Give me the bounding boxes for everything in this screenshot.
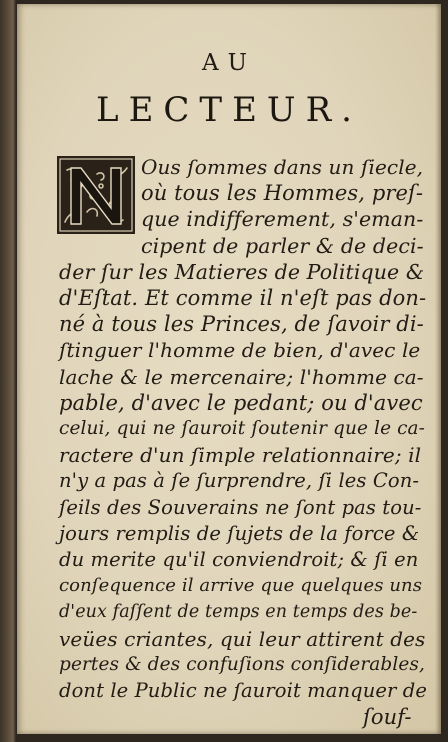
text-line-16: du merite qu'il conviendroit; & ſi en (59, 548, 419, 571)
text-line-18: d'eux faſſent de temps en temps des be- (59, 602, 418, 623)
text-line-6: d'Eſtat. Et comme il n'eſt pas don- (59, 286, 427, 310)
text-line-13: n'y a pas à ſe ſurprendre, ſi les Con- (59, 469, 420, 493)
text-line-12: ractere d'un ſimple relationnaire; il (59, 443, 422, 468)
text-line-14: ſeils des Souverains ne ſont pas tou- (59, 495, 422, 519)
page (17, 4, 441, 734)
text-line-17: conſequence il arrive que quelques uns (59, 575, 423, 597)
catchword: ſouf- (363, 705, 412, 730)
text-line-19: veües criantes, qui leur attirent des (59, 626, 426, 651)
text-line-9: lache & le mercenaire; l'homme ca- (59, 364, 424, 389)
text-line-8: ſtinguer l'homme de bien, d'avec le (59, 338, 421, 363)
text-line-3: que indifferement, s'eman- (141, 207, 424, 232)
heading-au: AU (202, 50, 256, 76)
text-line-2: où tous les Hommes, preſ- (141, 181, 424, 206)
text-line-10: pable, d'avec le pedant; ou d'avec (59, 390, 423, 415)
text-line-21: dont le Public ne ſauroit manquer de (59, 679, 427, 702)
text-line-4: cipent de parler & de deci- (141, 233, 424, 258)
text-line-15: jours remplis de ſujets de la force & (59, 521, 420, 545)
heading-lecteur: LECTEUR. (96, 90, 362, 130)
text-line-11: celui, qui ne ſauroit ſoutenir que le ca- (59, 418, 426, 439)
text-line-20: pertes & des confuſions conſiderables, (59, 653, 425, 675)
drop-cap-n-icon (57, 156, 135, 234)
text-line-5: der ſur les Matieres de Politique & (59, 259, 425, 284)
text-line-7: né à tous les Princes, de ſavoir di- (59, 312, 424, 337)
text-line-1: Ous ſommes dans un ſiecle, (141, 155, 424, 179)
